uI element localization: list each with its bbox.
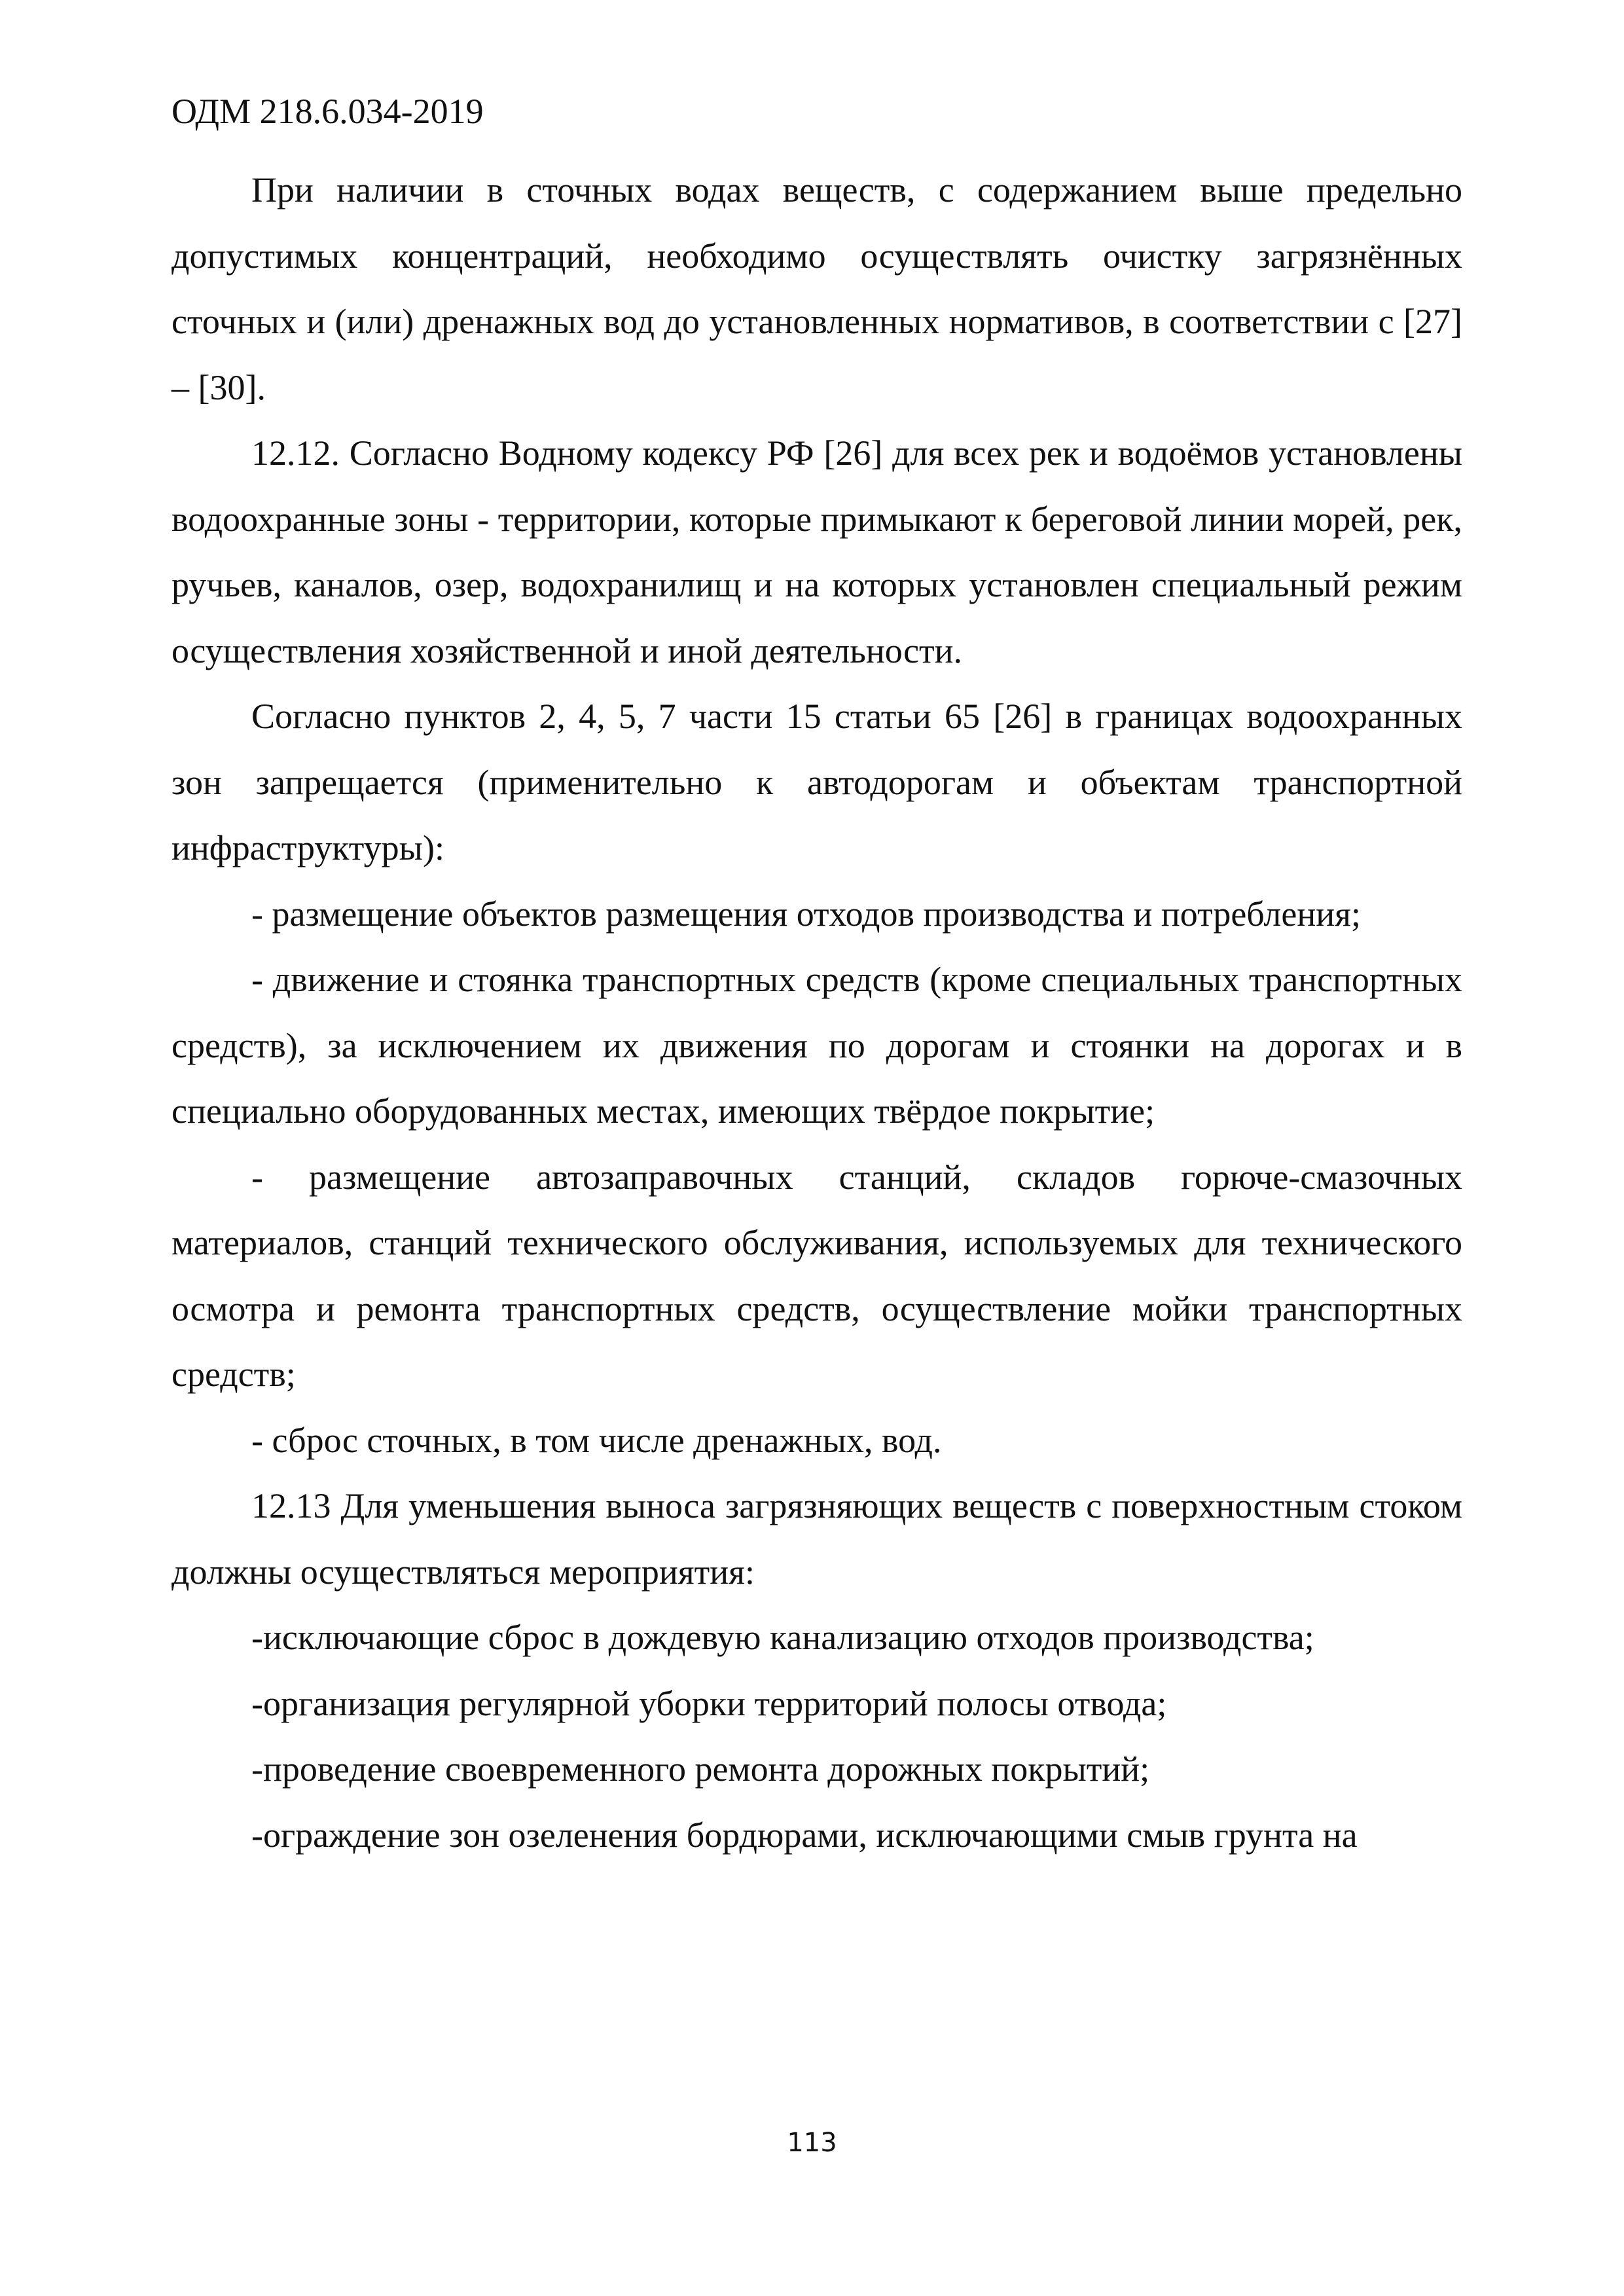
paragraph-12-12-water-protection-zones: 12.12. Согласно Водному кодексу РФ [26] для всех рек и водоёмов установлены водоохранные зоны - территории, которые примыкают к береговой линии морей, рек, ручьев, каналов, озер, водохранилищ и на которых установлен специальный режим осуществления хозяйственной и иной деятельности. bbox=[171, 433, 1462, 670]
paragraph-12-13-measures-intro: 12.13 Для уменьшения выноса загрязняющих веществ с поверхностным стоком должны осуществляться мероприятия: bbox=[171, 1486, 1462, 1592]
list-item-vehicle-movement: - движение и стоянка транспортных средств (кроме специальных транспортных средств), за исключением их движения по дорогам и стоянки на дорогах и в специально оборудованных местах, имеющих твёрдое покрытие; bbox=[171, 960, 1462, 1131]
list-item-regular-cleaning: -организация регулярной уборки территорий полосы отвода; bbox=[251, 1683, 1167, 1723]
document-code: ОДМ 218.6.034-2019 bbox=[171, 92, 484, 131]
list-item-fuel-stations: - размещение автозаправочных станций, складов горюче-смазочных материалов, станций технического обслуживания, используемых для технического осмотра и ремонта транспортных средств, осуществление мойки транспортных средств; bbox=[171, 1157, 1462, 1394]
list-item-green-zone-curbs: -ограждение зон озеленения бордюрами, исключающими смыв грунта на bbox=[251, 1815, 1358, 1855]
list-item-exclude-discharge: -исключающие сброс в дождевую канализацию отходов производства; bbox=[251, 1618, 1314, 1657]
document-body bbox=[171, 157, 1462, 1868]
paragraph-wastewater-treatment: При наличии в сточных водах веществ, с содержанием выше предельно допустимых концентраций, необходимо осуществлять очистку загрязнённых сточных и (или) дренажных вод до установленных нормативов, в соответствии с [27] – [30]. bbox=[171, 170, 1462, 407]
list-item-wastewater-discharge: - сброс сточных, в том числе дренажных, вод. bbox=[251, 1420, 942, 1460]
list-item-pavement-repair: -проведение своевременного ремонта дорожных покрытий; bbox=[251, 1749, 1150, 1789]
paragraph-prohibitions-intro: Согласно пунктов 2, 4, 5, 7 части 15 статьи 65 [26] в границах водоохранных зон запрещается (применительно к автодорогам и объектам транспортной инфраструктуры): bbox=[171, 697, 1462, 867]
page-number: 113 bbox=[787, 2128, 837, 2158]
list-item-waste-placement: - размещение объектов размещения отходов производства и потребления; bbox=[251, 894, 1361, 934]
